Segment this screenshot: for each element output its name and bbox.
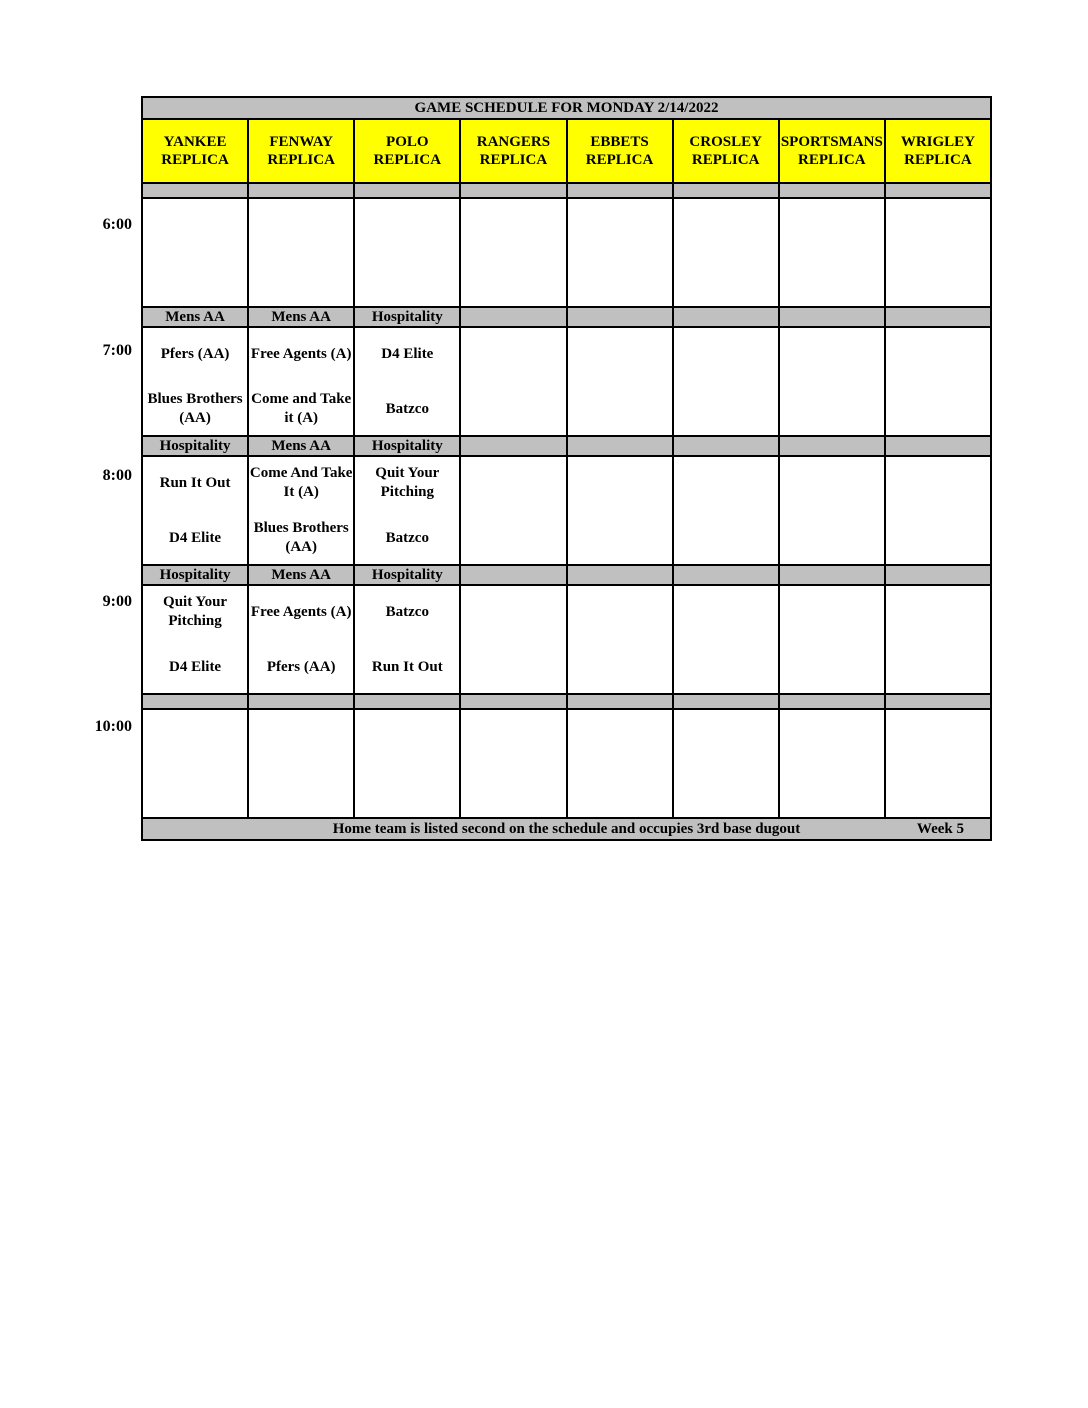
visiting-team: [461, 588, 565, 636]
game-cell: [885, 327, 991, 436]
game-cell: [567, 327, 673, 436]
division-label: [885, 436, 991, 456]
home-team: [886, 514, 990, 562]
visiting-team: Pfers (AA): [160, 345, 230, 362]
visiting-team: [568, 712, 672, 760]
game-cell: [460, 709, 566, 818]
time-slot-row: [142, 327, 991, 436]
division-label: Hospitality: [142, 436, 248, 456]
game-cell: [779, 327, 885, 436]
division-label: [460, 694, 566, 709]
footer-row: [142, 818, 991, 840]
division-label: [567, 307, 673, 327]
home-team: [886, 643, 990, 691]
division-label: [779, 307, 885, 327]
footer-cell: [142, 818, 991, 840]
game-cell: [248, 456, 354, 565]
visiting-team: [355, 712, 459, 760]
home-team: [461, 767, 565, 815]
division-label: Mens AA: [248, 307, 354, 327]
schedule-table: [141, 96, 992, 841]
division-label: Hospitality: [142, 565, 248, 585]
game-cell: [673, 456, 779, 565]
visiting-team: [886, 459, 990, 507]
division-band-row: [142, 565, 991, 585]
time-label: 10:00: [94, 718, 132, 735]
game-cell: [885, 198, 991, 307]
game-cell: [248, 327, 354, 436]
game-cell: [354, 709, 460, 818]
division-label: [673, 436, 779, 456]
game-cell: [142, 709, 248, 818]
visiting-team: [886, 330, 990, 378]
division-label: [885, 183, 991, 198]
game-cell: [460, 198, 566, 307]
visiting-team: [249, 201, 353, 249]
division-band-row: [142, 183, 991, 198]
field-name: CROSLEY: [689, 134, 762, 150]
field-subtitle: REPLICA: [479, 152, 548, 168]
game-cell: [354, 585, 460, 694]
game-cell: [567, 456, 673, 565]
visiting-team: Quit Your Pitching: [163, 594, 228, 629]
division-label: [673, 183, 779, 198]
field-subtitle: REPLICA: [691, 152, 760, 168]
visiting-team: [568, 459, 672, 507]
field-subtitle: REPLICA: [798, 152, 866, 168]
home-team: [674, 514, 778, 562]
division-label: [673, 694, 779, 709]
field-subtitle: REPLICA: [373, 152, 442, 168]
time-slot-row: [142, 456, 991, 565]
home-team: [568, 767, 672, 815]
game-cell: [673, 585, 779, 694]
visiting-team: [143, 201, 247, 249]
home-team: [780, 514, 884, 562]
game-cell: [885, 456, 991, 565]
home-team: [355, 256, 459, 304]
home-team-note: Home team is listed second on the schedule and occupies 3rd base dugout: [332, 821, 801, 837]
home-team: Run It Out: [371, 658, 443, 675]
division-label: [460, 183, 566, 198]
visiting-team: [780, 201, 884, 249]
home-team: [249, 767, 353, 815]
division-label: Mens AA: [248, 436, 354, 456]
home-team: [143, 256, 247, 304]
game-cell: [779, 198, 885, 307]
home-team: [886, 256, 990, 304]
visiting-team: [568, 588, 672, 636]
visiting-team: Free Agents (A): [250, 345, 352, 362]
home-team: [674, 767, 778, 815]
division-label: [567, 436, 673, 456]
visiting-team: D4 Elite: [381, 345, 434, 362]
division-label: [673, 307, 779, 327]
field-header-row: [142, 119, 991, 183]
game-cell: [567, 709, 673, 818]
field-name: SPORTSMANS: [780, 134, 883, 150]
game-cell: [354, 327, 460, 436]
game-cell: [779, 709, 885, 818]
visiting-team: [886, 588, 990, 636]
game-cell: [460, 585, 566, 694]
division-label: Hospitality: [354, 307, 460, 327]
division-label: [779, 565, 885, 585]
division-label: Mens AA: [248, 565, 354, 585]
home-team: Pfers (AA): [266, 658, 336, 675]
visiting-team: [674, 588, 778, 636]
field-header-fenway: [248, 119, 354, 183]
visiting-team: [886, 201, 990, 249]
home-team: [461, 256, 565, 304]
field-header-yankee: [142, 119, 248, 183]
visiting-team: [674, 459, 778, 507]
field-name: FENWAY: [269, 134, 333, 150]
home-team: [780, 643, 884, 691]
division-band-row: [142, 436, 991, 456]
visiting-team: [249, 712, 353, 760]
home-team: Blues Brothers (AA): [147, 391, 243, 426]
visiting-team: Run It Out: [159, 474, 231, 491]
game-cell: [248, 198, 354, 307]
division-label: [885, 307, 991, 327]
home-team: [674, 256, 778, 304]
visiting-team: [780, 588, 884, 636]
game-cell: [673, 709, 779, 818]
division-label: [567, 694, 673, 709]
visiting-team: [461, 712, 565, 760]
game-cell: [885, 585, 991, 694]
division-label: [779, 183, 885, 198]
home-team: D4 Elite: [169, 658, 222, 675]
division-label: Mens AA: [142, 307, 248, 327]
field-header-crosley: [673, 119, 779, 183]
division-label: Hospitality: [354, 436, 460, 456]
visiting-team: [780, 459, 884, 507]
home-team: [674, 385, 778, 433]
division-label: [354, 183, 460, 198]
week-label: Week 5: [916, 821, 964, 837]
field-name: YANKEE: [163, 134, 227, 150]
division-label: [885, 565, 991, 585]
division-label: [779, 694, 885, 709]
visiting-team: [461, 201, 565, 249]
home-team: Blues Brothers (AA): [253, 520, 349, 555]
division-label: [142, 694, 248, 709]
home-team: [886, 767, 990, 815]
game-cell: [460, 456, 566, 565]
game-cell: [142, 198, 248, 307]
home-team: [780, 767, 884, 815]
visiting-team: [568, 330, 672, 378]
visiting-team: Quit Your Pitching: [375, 465, 440, 500]
visiting-team: [674, 330, 778, 378]
game-cell: [142, 585, 248, 694]
game-cell: [248, 709, 354, 818]
visiting-team: [674, 712, 778, 760]
visiting-team: [568, 201, 672, 249]
division-label: [460, 307, 566, 327]
division-label: [460, 436, 566, 456]
home-team: [143, 767, 247, 815]
game-cell: [248, 585, 354, 694]
game-cell: [354, 456, 460, 565]
field-subtitle: REPLICA: [161, 152, 229, 168]
home-team: [780, 256, 884, 304]
time-slot-row: [142, 709, 991, 818]
visiting-team: [674, 201, 778, 249]
visiting-team: [143, 712, 247, 760]
home-team: [461, 643, 565, 691]
visiting-team: [780, 330, 884, 378]
home-team: [886, 385, 990, 433]
division-label: [779, 436, 885, 456]
time-label: 7:00: [102, 342, 132, 359]
game-cell: [779, 585, 885, 694]
home-team: [568, 385, 672, 433]
home-team: [780, 385, 884, 433]
division-label: [142, 183, 248, 198]
game-cell: [567, 198, 673, 307]
home-team: Batzco: [385, 400, 429, 417]
visiting-team: [355, 201, 459, 249]
game-cell: [779, 456, 885, 565]
visiting-team: Batzco: [385, 603, 429, 620]
game-cell: [142, 327, 248, 436]
division-label: [248, 694, 354, 709]
visiting-team: [886, 712, 990, 760]
field-header-ebbets: [567, 119, 673, 183]
division-label: [567, 183, 673, 198]
time-label: 8:00: [102, 467, 132, 484]
home-team: [461, 385, 565, 433]
home-team: [674, 643, 778, 691]
time-slot-row: [142, 585, 991, 694]
field-header-wrigley: [885, 119, 991, 183]
schedule-title: GAME SCHEDULE FOR MONDAY 2/14/2022: [142, 97, 991, 119]
game-cell: [673, 327, 779, 436]
game-cell: [885, 709, 991, 818]
field-header-sportsmans: [779, 119, 885, 183]
home-team: [568, 256, 672, 304]
game-cell: [354, 198, 460, 307]
home-team: [568, 514, 672, 562]
title-row: [142, 97, 991, 119]
game-cell: [673, 198, 779, 307]
field-header-rangers: [460, 119, 566, 183]
game-cell: [142, 456, 248, 565]
home-team: Batzco: [385, 529, 429, 546]
visiting-team: Come And Take It (A): [249, 465, 353, 500]
visiting-team: Free Agents (A): [250, 603, 352, 620]
division-label: [248, 183, 354, 198]
field-subtitle: REPLICA: [267, 152, 335, 168]
home-team: [249, 256, 353, 304]
home-team: [568, 643, 672, 691]
division-label: [885, 694, 991, 709]
visiting-team: [461, 459, 565, 507]
home-team: [461, 514, 565, 562]
field-name: POLO: [386, 134, 429, 150]
field-subtitle: REPLICA: [904, 152, 972, 168]
division-label: [354, 694, 460, 709]
field-name: RANGERS: [476, 134, 551, 150]
visiting-team: [780, 712, 884, 760]
division-label: [673, 565, 779, 585]
field-name: WRIGLEY: [900, 134, 976, 150]
visiting-team: [461, 330, 565, 378]
home-team: [355, 767, 459, 815]
division-band-row: [142, 307, 991, 327]
time-slot-row: [142, 198, 991, 307]
game-cell: [567, 585, 673, 694]
division-label: [460, 565, 566, 585]
division-label: [567, 565, 673, 585]
field-header-polo: [354, 119, 460, 183]
time-label: 6:00: [102, 216, 132, 233]
division-band-row: [142, 694, 991, 709]
game-cell: [460, 327, 566, 436]
time-label: 9:00: [102, 593, 132, 610]
home-team: Come and Take it (A): [251, 391, 352, 426]
home-team: D4 Elite: [169, 529, 222, 546]
division-label: Hospitality: [354, 565, 460, 585]
field-subtitle: REPLICA: [585, 152, 654, 168]
field-name: EBBETS: [590, 134, 649, 150]
